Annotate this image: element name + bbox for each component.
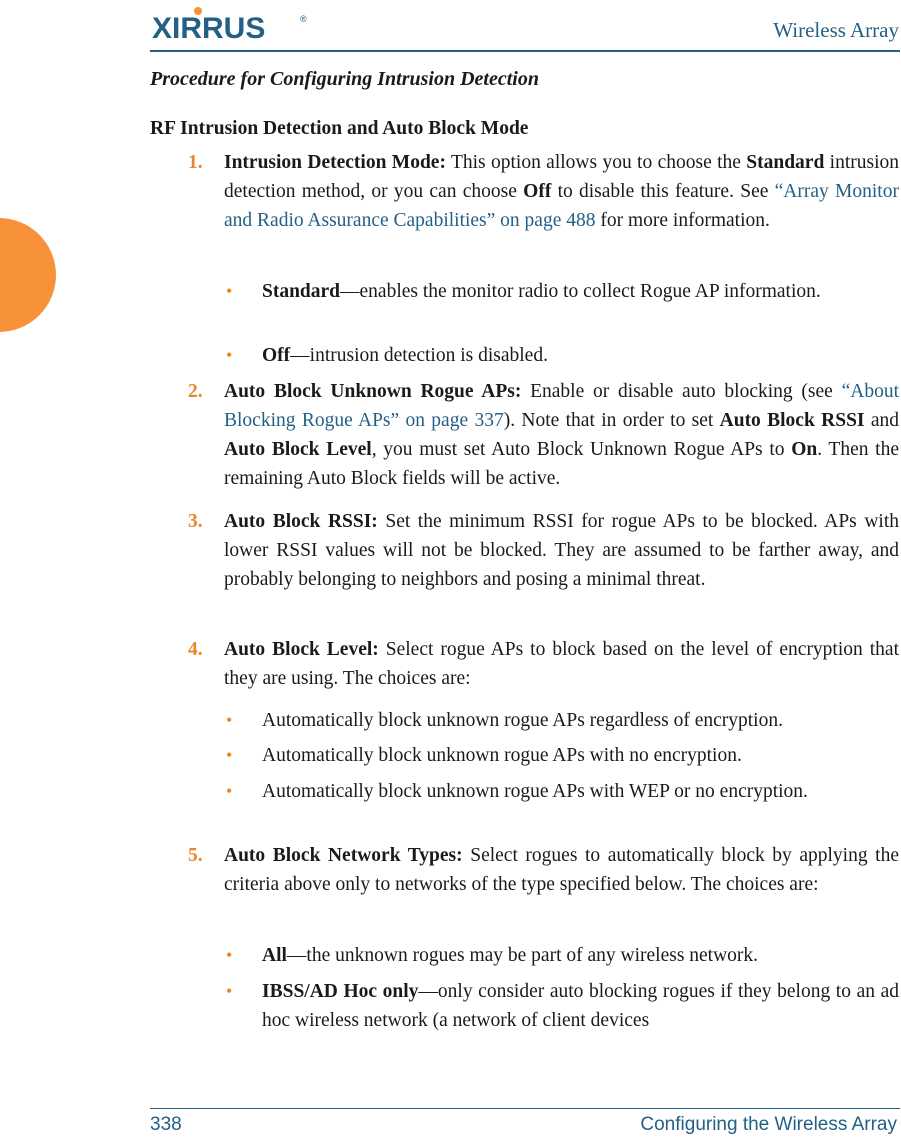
step-auto-block-unknown [188,377,899,493]
bold-term: Auto Block RSSI [719,410,865,431]
text-run: Enable or disable auto blocking (see [521,381,842,402]
svg-text:XIRRUS: XIRRUS [152,12,266,42]
bullet-standard [226,277,899,306]
step-number: 2. [188,381,203,402]
step-auto-block-rssi [188,507,899,594]
bold-term: Auto Block RSSI: [224,511,378,532]
bold-term: IBSS/AD Hoc only [262,981,419,1002]
step-auto-block-level [188,635,899,693]
xirrus-logo [152,6,312,42]
step-number: 1. [188,152,203,173]
step-number: 4. [188,639,203,660]
bullet-off [226,341,899,370]
header-title: Wireless Array [773,18,899,42]
text-run: for more information. [595,210,770,231]
bullet-text [262,277,899,306]
cross-reference-link[interactable]: “About Blocking Rogue APs” on page 337 [224,381,899,431]
svg-text:®: ® [300,14,307,24]
text-run: Select rogue APs to block based on the level of encryption that they are using. The choices are: [224,639,899,689]
text-run: —enables the monitor radio to collect Rogue AP information. [340,281,821,302]
text-run: Select rogues to automatically block by applying the criteria above only to networks of the type specified below. The choices are: [224,845,899,895]
bullet-ibss-adhoc [226,977,899,1035]
step-text [224,148,899,235]
text-run: . Then the remaining Auto Block fields will be active. [224,439,899,489]
text-run: —the unknown rogues may be part of any wireless network. [286,945,759,966]
bold-term: Standard [746,152,825,173]
section-title: RF Intrusion Detection and Auto Block Mode [150,118,529,139]
bullet-icon: • [226,281,233,301]
page-number: 338 [150,1114,182,1135]
bullet-text [262,941,899,970]
bullet-icon: • [226,345,233,365]
step-number: 5. [188,845,203,866]
text-run: Automatically block unknown rogue APs with WEP or no encryption. [262,781,808,802]
text-run: This option allows you to choose the [445,152,747,173]
bold-term: On [791,439,818,460]
bullet-icon: • [226,781,233,801]
text-run: Set the minimum RSSI for rogue APs to be blocked. APs with lower RSSI values will not be blocked. They are assumed to be farther away, and probably belonging to neighbors and posing a minimal threat. [224,511,899,590]
footer-title: Configuring the Wireless Array [640,1114,897,1135]
bullet-icon: • [226,981,233,1001]
step-text [224,507,899,594]
bold-term: Auto Block Level: [224,639,379,660]
bullet-icon: • [226,945,233,965]
bold-term: All [262,945,287,966]
step-number: 3. [188,511,203,532]
bold-term: Auto Block Level [224,439,372,460]
footer-rule [150,1108,900,1109]
bullet-text [262,977,899,1035]
bullet-icon: • [226,745,233,765]
step-text [224,841,899,899]
bullet-block-regardless [226,706,899,735]
text-run: , you must set Auto Block Unknown Rogue APs to [371,439,792,460]
bullet-block-wep [226,777,899,806]
text-run: Automatically block unknown rogue APs regardless of encryption. [262,710,783,731]
procedure-title: Procedure for Configuring Intrusion Detection [150,68,539,90]
bold-term: Off [262,345,291,366]
bullet-text [262,706,899,735]
step-text [224,377,899,493]
cross-reference-link[interactable]: “Array Monitor and Radio Assurance Capabilities” on page 488 [224,181,899,231]
bullet-text [262,341,899,370]
bullet-text [262,777,899,806]
bold-term: Standard [262,281,341,302]
text-run: intrusion detection method, or you can choose [224,152,900,202]
bullet-text [262,741,899,770]
bullet-all [226,941,899,970]
text-run: Automatically block unknown rogue APs with no encryption. [262,745,742,766]
bullet-block-no-encryption [226,741,899,770]
text-run: —only consider auto blocking rogues if they belong to an ad hoc wireless network (a network of client devices [262,981,899,1031]
text-run: —intrusion detection is disabled. [290,345,548,366]
step-text [224,635,899,693]
header-rule [150,50,900,52]
step-intrusion-detection-mode [188,148,899,235]
chapter-tab [0,218,56,332]
bold-term: Auto Block Network Types: [224,845,463,866]
bullet-icon: • [226,710,233,730]
text-run: to disable this feature. See [551,181,775,202]
text-run: and [864,410,899,431]
bold-term: Off [523,181,552,202]
step-auto-block-network-types [188,841,899,899]
text-run: ). Note that in order to set [503,410,720,431]
bold-term: Auto Block Unknown Rogue APs: [224,381,522,402]
bold-term: Intrusion Detection Mode: [224,152,446,173]
